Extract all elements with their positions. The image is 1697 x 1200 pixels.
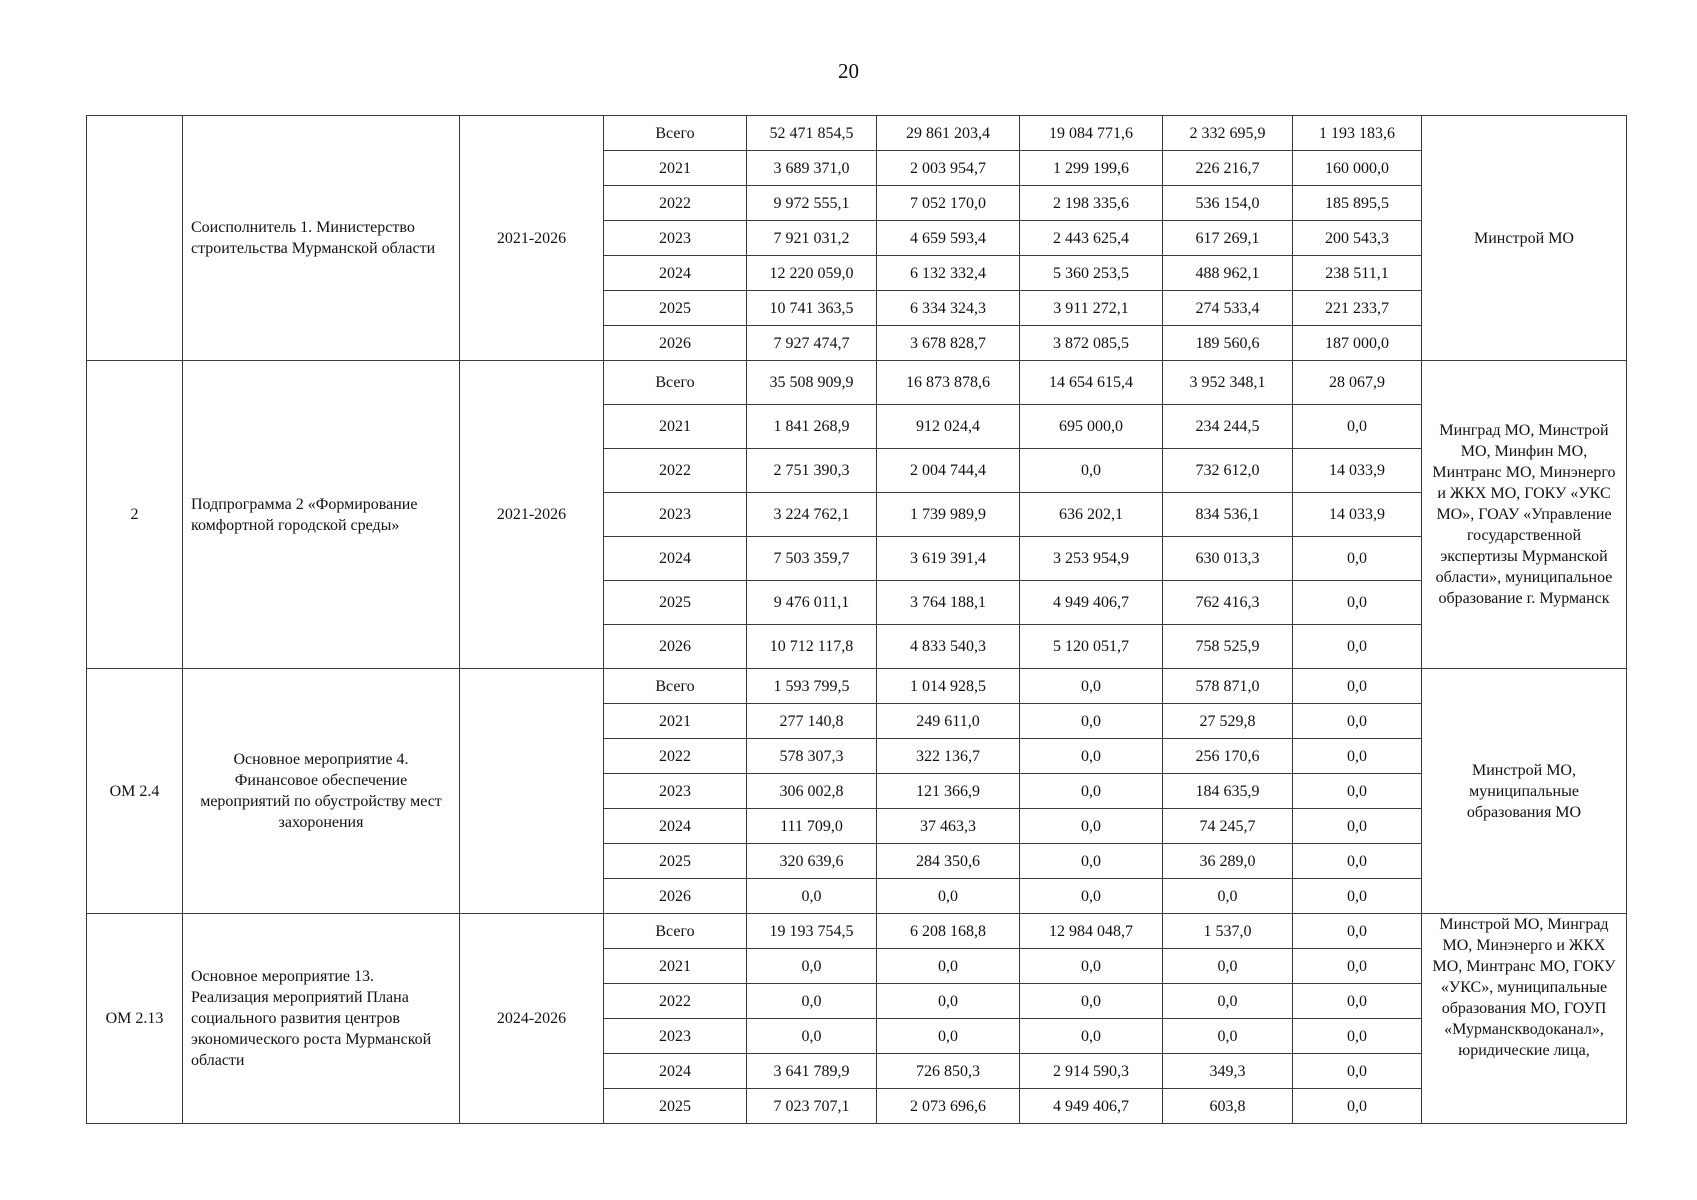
value-cell: 0,0 [877,984,1020,1019]
value-cell: 234 244,5 [1163,405,1293,449]
program-name: Подпрограмма 2 «Формирование комфортной городской среды» [183,361,460,669]
year-cell: 2021 [604,151,747,186]
value-cell: 630 013,3 [1163,537,1293,581]
value-cell: 0,0 [747,1019,877,1054]
value-cell: 322 136,7 [877,739,1020,774]
value-cell: 0,0 [1293,844,1422,879]
program-name: Соисполнитель 1. Министерство строительства Мурманской области [183,116,460,361]
value-cell: 6 132 332,4 [877,256,1020,291]
value-cell: 14 033,9 [1293,493,1422,537]
value-cell: 7 503 359,7 [747,537,877,581]
year-cell: 2025 [604,581,747,625]
value-cell: 111 709,0 [747,809,877,844]
value-cell: 6 208 168,8 [877,914,1020,949]
year-cell: 2022 [604,984,747,1019]
value-cell: 0,0 [1163,1019,1293,1054]
value-cell: 1 841 268,9 [747,405,877,449]
financing-table [86,115,1627,1124]
value-cell: 3 641 789,9 [747,1054,877,1089]
executor-cell: Минстрой МО, муниципальные образования МО [1422,669,1627,914]
year-cell: Всего [604,914,747,949]
value-cell: 52 471 854,5 [747,116,877,151]
value-cell: 695 000,0 [1020,405,1163,449]
value-cell: 277 140,8 [747,704,877,739]
year-cell: 2024 [604,256,747,291]
value-cell: 578 871,0 [1163,669,1293,704]
value-cell: 0,0 [1293,914,1422,949]
value-cell: 1 593 799,5 [747,669,877,704]
value-cell: 0,0 [877,1019,1020,1054]
table-row [87,914,1627,949]
value-cell: 9 476 011,1 [747,581,877,625]
value-cell: 0,0 [1020,449,1163,493]
value-cell: 3 952 348,1 [1163,361,1293,405]
value-cell: 9 972 555,1 [747,186,877,221]
value-cell: 10 741 363,5 [747,291,877,326]
value-cell: 0,0 [1020,774,1163,809]
year-cell: 2024 [604,809,747,844]
value-cell: 238 511,1 [1293,256,1422,291]
value-cell: 4 949 406,7 [1020,1089,1163,1124]
value-cell: 834 536,1 [1163,493,1293,537]
value-cell: 0,0 [747,949,877,984]
value-cell: 184 635,9 [1163,774,1293,809]
value-cell: 0,0 [1293,1089,1422,1124]
value-cell: 5 120 051,7 [1020,625,1163,669]
value-cell: 0,0 [1020,984,1163,1019]
value-cell: 603,8 [1163,1089,1293,1124]
value-cell: 617 269,1 [1163,221,1293,256]
value-cell: 221 233,7 [1293,291,1422,326]
value-cell: 1 537,0 [1163,914,1293,949]
value-cell: 758 525,9 [1163,625,1293,669]
value-cell: 0,0 [1020,669,1163,704]
value-cell: 726 850,3 [877,1054,1020,1089]
value-cell: 1 299 199,6 [1020,151,1163,186]
value-cell: 0,0 [1293,625,1422,669]
value-cell: 3 764 188,1 [877,581,1020,625]
value-cell: 0,0 [1293,949,1422,984]
year-cell: 2025 [604,291,747,326]
value-cell: 0,0 [1293,774,1422,809]
table-row [87,116,1627,151]
year-cell: 2022 [604,449,747,493]
value-cell: 6 334 324,3 [877,291,1020,326]
value-cell: 0,0 [1020,809,1163,844]
value-cell: 1 193 183,6 [1293,116,1422,151]
value-cell: 3 872 085,5 [1020,326,1163,361]
value-cell: 0,0 [1293,581,1422,625]
year-cell: 2023 [604,221,747,256]
table-row [87,669,1627,704]
value-cell: 19 193 754,5 [747,914,877,949]
value-cell: 7 052 170,0 [877,186,1020,221]
value-cell: 160 000,0 [1293,151,1422,186]
value-cell: 187 000,0 [1293,326,1422,361]
row-number: ОМ 2.4 [87,669,183,914]
value-cell: 0,0 [1020,1019,1163,1054]
value-cell: 0,0 [1020,949,1163,984]
value-cell: 0,0 [747,879,877,914]
value-cell: 0,0 [1020,704,1163,739]
value-cell: 488 962,1 [1163,256,1293,291]
year-cell: 2021 [604,949,747,984]
value-cell: 3 678 828,7 [877,326,1020,361]
value-cell: 0,0 [747,984,877,1019]
value-cell: 732 612,0 [1163,449,1293,493]
value-cell: 306 002,8 [747,774,877,809]
value-cell: 536 154,0 [1163,186,1293,221]
value-cell: 7 927 474,7 [747,326,877,361]
value-cell: 2 914 590,3 [1020,1054,1163,1089]
value-cell: 4 949 406,7 [1020,581,1163,625]
value-cell: 320 639,6 [747,844,877,879]
year-cell: 2025 [604,1089,747,1124]
value-cell: 14 654 615,4 [1020,361,1163,405]
value-cell: 1 739 989,9 [877,493,1020,537]
program-name: Основное мероприятие 13. Реализация мероприятий Плана социального развития центров экономического роста Мурманской области [183,914,460,1124]
value-cell: 0,0 [1293,405,1422,449]
value-cell: 14 033,9 [1293,449,1422,493]
year-cell: 2026 [604,326,747,361]
value-cell: 0,0 [1293,739,1422,774]
value-cell: 5 360 253,5 [1020,256,1163,291]
value-cell: 578 307,3 [747,739,877,774]
value-cell: 1 014 928,5 [877,669,1020,704]
value-cell: 0,0 [1293,669,1422,704]
year-cell: Всего [604,116,747,151]
value-cell: 74 245,7 [1163,809,1293,844]
value-cell: 349,3 [1163,1054,1293,1089]
value-cell: 2 443 625,4 [1020,221,1163,256]
implementation-period: 2024-2026 [460,914,604,1124]
value-cell: 0,0 [1293,809,1422,844]
value-cell: 185 895,5 [1293,186,1422,221]
value-cell: 0,0 [1293,1019,1422,1054]
year-cell: 2026 [604,879,747,914]
implementation-period: 2021-2026 [460,361,604,669]
value-cell: 249 611,0 [877,704,1020,739]
value-cell: 7 023 707,1 [747,1089,877,1124]
year-cell: 2023 [604,774,747,809]
value-cell: 2 332 695,9 [1163,116,1293,151]
value-cell: 7 921 031,2 [747,221,877,256]
year-cell: 2021 [604,704,747,739]
value-cell: 12 984 048,7 [1020,914,1163,949]
year-cell: Всего [604,669,747,704]
program-name: Основное мероприятие 4. Финансовое обеспечение мероприятий по обустройству мест захоронения [183,669,460,914]
value-cell: 3 253 954,9 [1020,537,1163,581]
year-cell: 2021 [604,405,747,449]
value-cell: 4 659 593,4 [877,221,1020,256]
value-cell: 10 712 117,8 [747,625,877,669]
value-cell: 121 366,9 [877,774,1020,809]
value-cell: 2 003 954,7 [877,151,1020,186]
year-cell: 2023 [604,1019,747,1054]
year-cell: 2022 [604,186,747,221]
value-cell: 19 084 771,6 [1020,116,1163,151]
value-cell: 0,0 [1020,739,1163,774]
value-cell: 226 216,7 [1163,151,1293,186]
value-cell: 636 202,1 [1020,493,1163,537]
value-cell: 0,0 [1020,879,1163,914]
value-cell: 0,0 [1293,537,1422,581]
implementation-period [460,669,604,914]
value-cell: 0,0 [877,879,1020,914]
implementation-period: 2021-2026 [460,116,604,361]
value-cell: 36 289,0 [1163,844,1293,879]
value-cell: 0,0 [1293,984,1422,1019]
year-cell: 2024 [604,537,747,581]
value-cell: 0,0 [1163,984,1293,1019]
executor-cell: Минстрой МО [1422,116,1627,361]
year-cell: 2023 [604,493,747,537]
value-cell: 189 560,6 [1163,326,1293,361]
value-cell: 16 873 878,6 [877,361,1020,405]
value-cell: 256 170,6 [1163,739,1293,774]
value-cell: 200 543,3 [1293,221,1422,256]
value-cell: 2 004 744,4 [877,449,1020,493]
value-cell: 37 463,3 [877,809,1020,844]
year-cell: 2022 [604,739,747,774]
year-cell: Всего [604,361,747,405]
year-cell: 2025 [604,844,747,879]
executor-cell: Минград МО, Минстрой МО, Минфин МО, Минтранс МО, Минэнерго и ЖКХ МО, ГОКУ «УКС МО», ГОАУ «Управление государственной экспертизы Мурманской области», муниципальное образование г. Мурманск [1422,361,1627,669]
page-number: 20 [838,59,859,83]
value-cell: 12 220 059,0 [747,256,877,291]
value-cell: 284 350,6 [877,844,1020,879]
value-cell: 3 224 762,1 [747,493,877,537]
year-cell: 2026 [604,625,747,669]
row-number: 2 [87,361,183,669]
executor-cell: Минстрой МО, Минград МО, Минэнерго и ЖКХ МО, Минтранс МО, ГОКУ «УКС», муниципальные образования МО, ГОУП «Мурманскводоканал», юридические лица, [1422,914,1627,1124]
value-cell: 2 073 696,6 [877,1089,1020,1124]
value-cell: 0,0 [877,949,1020,984]
value-cell: 0,0 [1020,844,1163,879]
value-cell: 4 833 540,3 [877,625,1020,669]
value-cell: 762 416,3 [1163,581,1293,625]
value-cell: 0,0 [1163,879,1293,914]
row-number [87,116,183,361]
value-cell: 912 024,4 [877,405,1020,449]
value-cell: 2 198 335,6 [1020,186,1163,221]
value-cell: 29 861 203,4 [877,116,1020,151]
value-cell: 28 067,9 [1293,361,1422,405]
table-row [87,361,1627,405]
value-cell: 0,0 [1293,704,1422,739]
year-cell: 2024 [604,1054,747,1089]
value-cell: 0,0 [1293,879,1422,914]
value-cell: 3 619 391,4 [877,537,1020,581]
value-cell: 0,0 [1163,949,1293,984]
value-cell: 274 533,4 [1163,291,1293,326]
value-cell: 0,0 [1293,1054,1422,1089]
value-cell: 3 911 272,1 [1020,291,1163,326]
row-number: ОМ 2.13 [87,914,183,1124]
value-cell: 3 689 371,0 [747,151,877,186]
value-cell: 35 508 909,9 [747,361,877,405]
value-cell: 2 751 390,3 [747,449,877,493]
value-cell: 27 529,8 [1163,704,1293,739]
